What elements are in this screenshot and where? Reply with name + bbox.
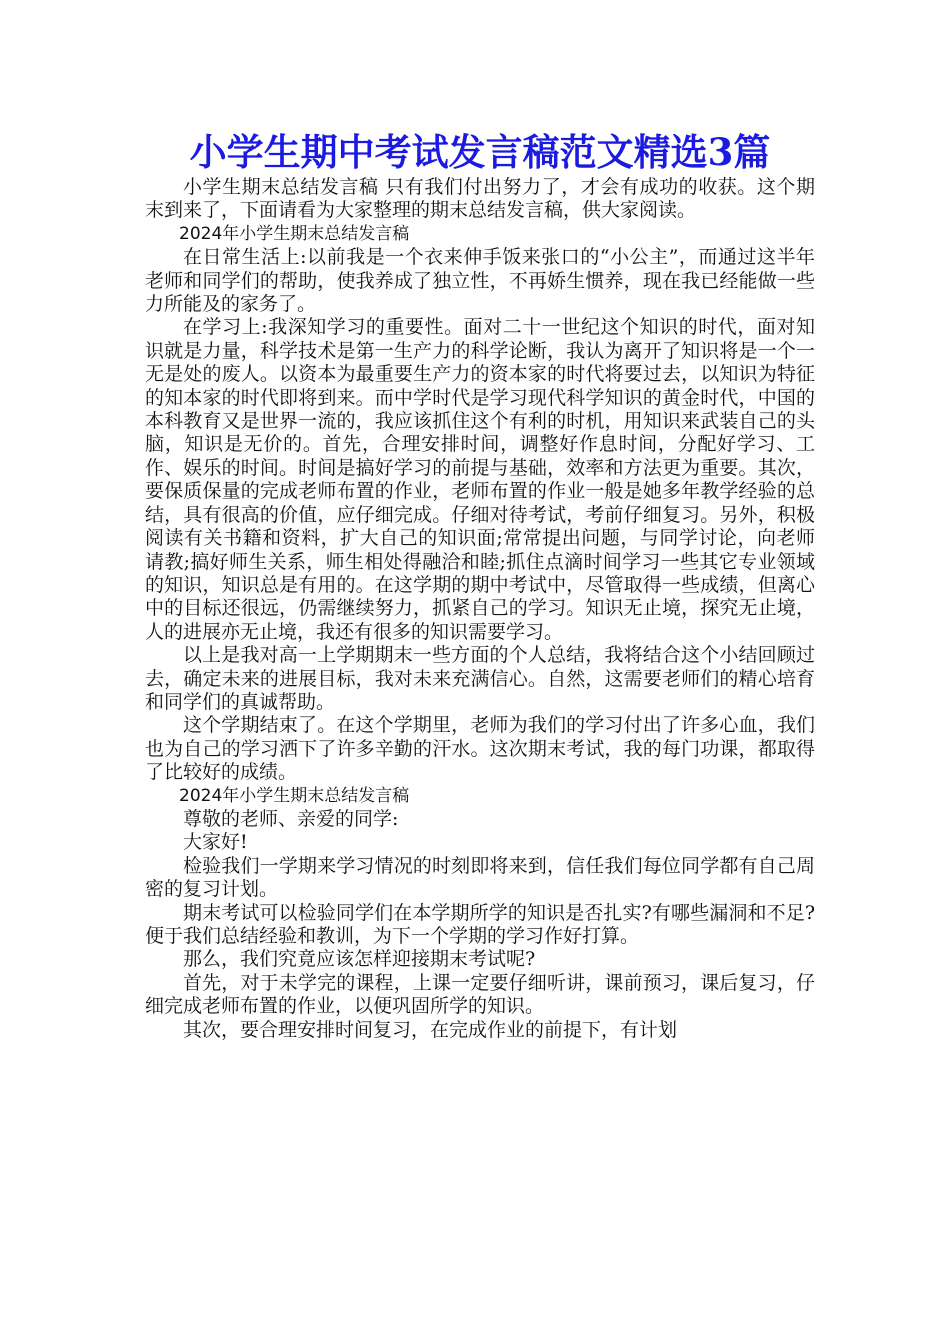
document-body — [145, 176, 815, 1042]
section-heading: 2024年小学生期末总结发言稿 — [179, 785, 410, 806]
paragraph: 这个学期结束了。在这个学期里，老师为我们的学习付出了许多心血，我们也为自己的学习洒下了许多辛勤的汗水。这次期末考试，我的每门功课，都取得了比较好的成绩。 — [145, 714, 815, 784]
document-page — [145, 128, 815, 1042]
paragraph-greeting: 大家好! — [183, 831, 248, 854]
paragraph: 首先，对于未学完的课程，上课一定要仔细听讲，课前预习，课后复习，仔细完成老师布置的作业，以便巩固所学的知识。 — [145, 971, 815, 1018]
paragraph: 检验我们一学期来学习情况的时刻即将来到，信任我们每位同学都有自己周密的复习计划。 — [145, 854, 815, 901]
paragraph: 那么，我们究竟应该怎样迎接期末考试呢? — [183, 948, 536, 971]
paragraph: 期末考试可以检验同学们在本学期所学的知识是否扎实?有哪些漏洞和不足?便于我们总结经验和教训，为下一个学期的学习作好打算。 — [145, 901, 815, 947]
paragraph-salutation: 尊敬的老师、亲爱的同学: — [183, 807, 399, 830]
document-title: 小学生期中考试发言稿范文精选3篇 — [189, 130, 771, 174]
paragraph: 在日常生活上:以前我是一个衣来伸手饭来张口的“小公主”，而通过这半年老师和同学们的帮助，使我养成了独立性，不再娇生惯养，现在我已经能做一些力所能及的家务了。 — [145, 246, 815, 316]
paragraph-intro: 小学生期末总结发言稿 只有我们付出努力了，才会有成功的收获。这个期末到来了，下面请看为大家整理的期末总结发言稿，供大家阅读。 — [145, 176, 815, 222]
paragraph: 以上是我对高一上学期期末一些方面的个人总结，我将结合这个小结回顾过去，确定未来的进展目标，我对未来充满信心。自然，这需要老师们的精心培育和同学们的真诚帮助。 — [145, 644, 815, 713]
section-heading: 2024年小学生期末总结发言稿 — [179, 223, 410, 244]
paragraph: 在学习上:我深知学习的重要性。面对二十一世纪这个知识的时代，面对知识就是力量，科学技术是第一生产力的科学论断，我认为离开了知识将是一个一无是处的废人。以资本为最重要生产力的资本家的时代将要过去，以知识为特征的知本家的时代即将到来。而中学时代是学习现代科学知识的黄金时代，中国的本科教育又是世界一流的，我应该抓住这个有利的时机，用知识来武装自己的头脑，知识是无价的。首先，合理安排时间，调整好作息时间，分配好学习、工作、娱乐的时间。时间是搞好学习的前提与基础，效率和方法更为重要。其次，要保质保量的完成老师布置的作业，老师布置的作业一般是她多年教学经验的总结，具有很高的价值，应仔细完成。仔细对待考试，考前仔细复习。另外，积极阅读有关书籍和资料，扩大自己的知识面;常常提出问题，与同学讨论，向老师请教;搞好师生关系，师生相处得融洽和睦;抓住点滴时间学习一些其它专业领域的知识，知识总是有用的。在这学期的期中考试中，尽管取得一些成绩，但离心中的目标还很远，仍需继续努力，抓紧自己的学习。知识无止境，探究无止境，人的进展亦无止境，我还有很多的知识需要学习。 — [145, 316, 815, 643]
paragraph: 其次，要合理安排时间复习，在完成作业的前提下，有计划 — [183, 1018, 678, 1041]
